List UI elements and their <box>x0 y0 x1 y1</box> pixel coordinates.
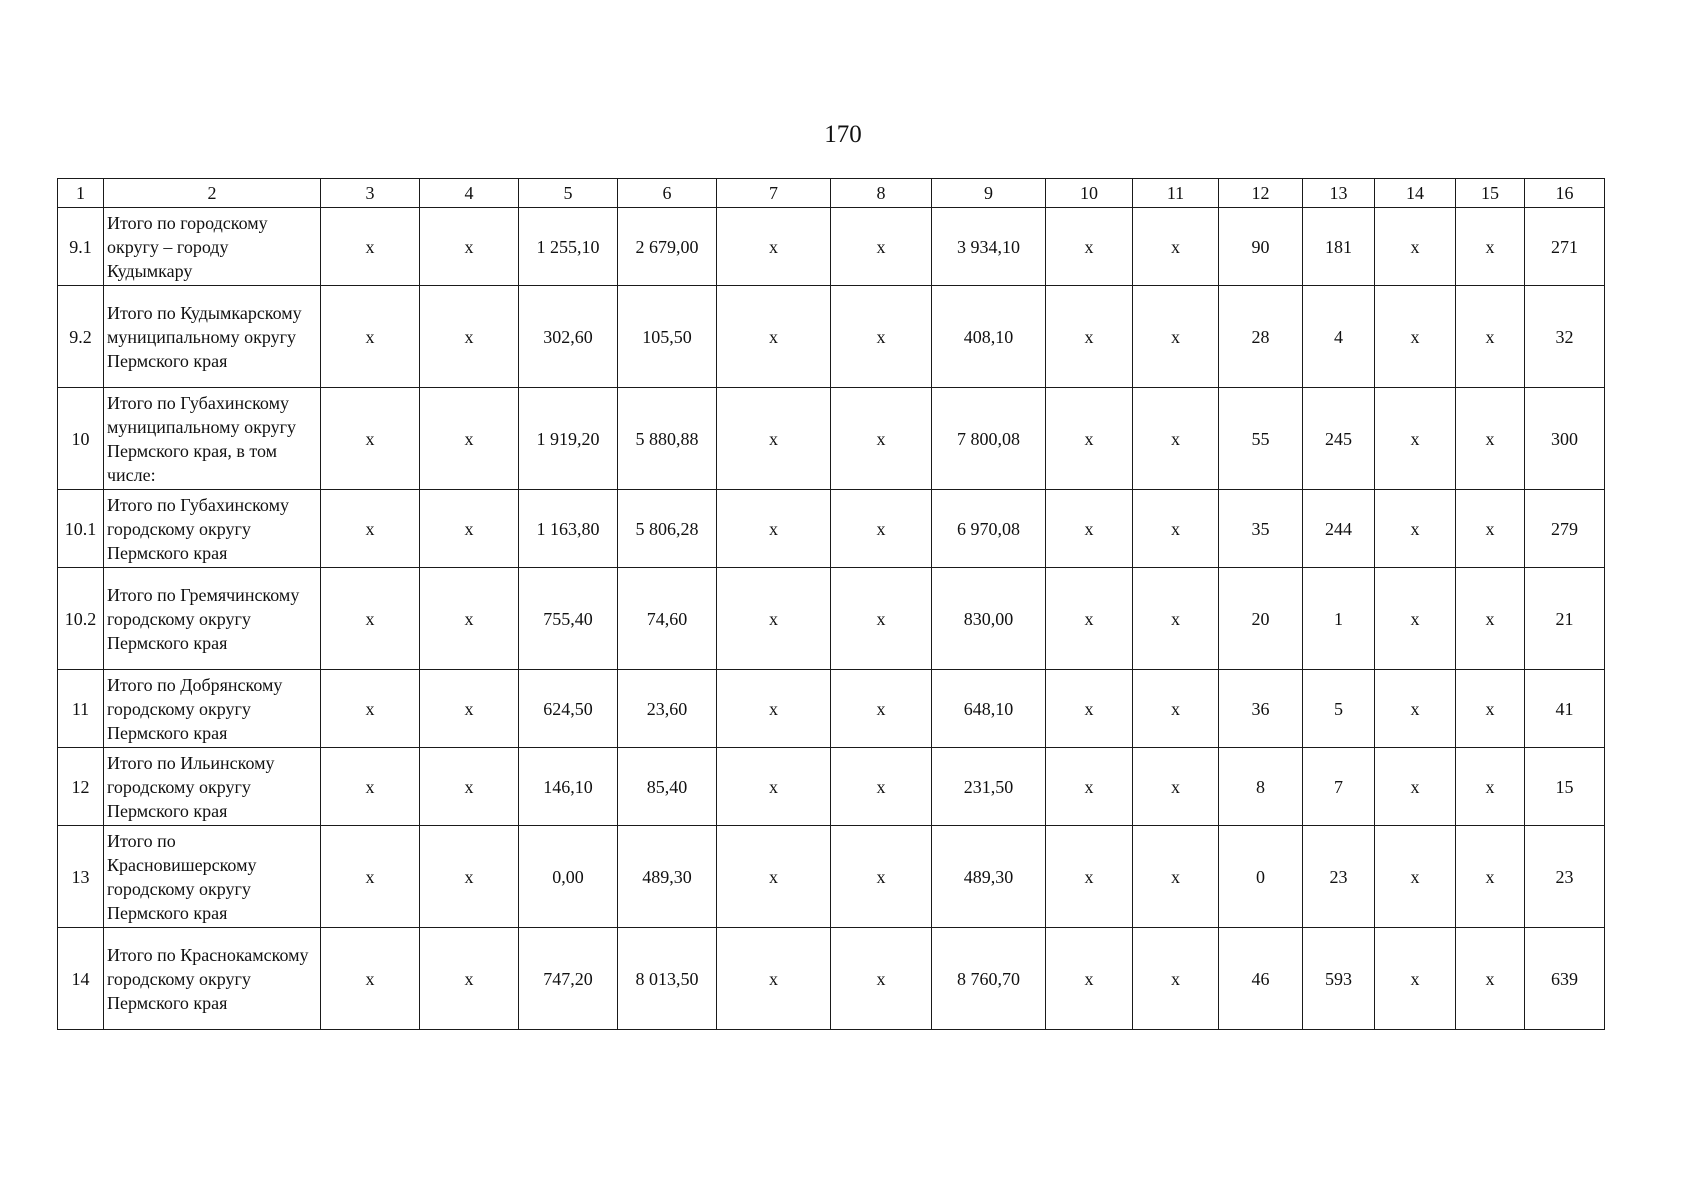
column-header-4: 4 <box>420 179 519 208</box>
cell-col-7: x <box>717 670 831 748</box>
cell-col-7: x <box>717 748 831 826</box>
cell-col-13: 244 <box>1303 490 1375 568</box>
table-row <box>58 208 1605 286</box>
cell-col-4: x <box>420 826 519 928</box>
cell-col-12: 46 <box>1219 928 1303 1030</box>
cell-col-11: x <box>1133 208 1219 286</box>
row-number: 13 <box>58 826 104 928</box>
cell-col-5: 302,60 <box>519 286 618 388</box>
cell-col-16: 639 <box>1525 928 1605 1030</box>
cell-col-8: x <box>831 928 932 1030</box>
cell-col-4: x <box>420 388 519 490</box>
row-number: 10.1 <box>58 490 104 568</box>
cell-col-4: x <box>420 208 519 286</box>
cell-col-12: 20 <box>1219 568 1303 670</box>
cell-col-3: x <box>321 388 420 490</box>
row-number: 11 <box>58 670 104 748</box>
cell-col-16: 271 <box>1525 208 1605 286</box>
cell-col-8: x <box>831 286 932 388</box>
table-row <box>58 748 1605 826</box>
cell-col-5: 747,20 <box>519 928 618 1030</box>
cell-col-11: x <box>1133 826 1219 928</box>
column-header-6: 6 <box>618 179 717 208</box>
cell-col-7: x <box>717 490 831 568</box>
column-header-5: 5 <box>519 179 618 208</box>
cell-col-14: x <box>1375 928 1456 1030</box>
cell-col-6: 85,40 <box>618 748 717 826</box>
cell-col-12: 36 <box>1219 670 1303 748</box>
row-name: Итого по Кудымкарскому муниципальному округу Пермского края <box>104 286 321 388</box>
column-header-1: 1 <box>58 179 104 208</box>
cell-col-3: x <box>321 568 420 670</box>
row-name: Итого по Красновишерскому городскому округу Пермского края <box>104 826 321 928</box>
cell-col-7: x <box>717 826 831 928</box>
cell-col-6: 8 013,50 <box>618 928 717 1030</box>
cell-col-11: x <box>1133 388 1219 490</box>
cell-col-12: 90 <box>1219 208 1303 286</box>
table-row <box>58 568 1605 670</box>
cell-col-6: 105,50 <box>618 286 717 388</box>
cell-col-8: x <box>831 388 932 490</box>
table-row <box>58 928 1605 1030</box>
row-name: Итого по Губахинскому городскому округу Пермского края <box>104 490 321 568</box>
cell-col-6: 23,60 <box>618 670 717 748</box>
cell-col-15: x <box>1456 388 1525 490</box>
cell-col-4: x <box>420 568 519 670</box>
column-header-2: 2 <box>104 179 321 208</box>
cell-col-10: x <box>1046 490 1133 568</box>
cell-col-14: x <box>1375 748 1456 826</box>
column-header-12: 12 <box>1219 179 1303 208</box>
cell-col-4: x <box>420 490 519 568</box>
column-number-row <box>58 179 1605 208</box>
cell-col-3: x <box>321 286 420 388</box>
cell-col-9: 489,30 <box>932 826 1046 928</box>
cell-col-6: 2 679,00 <box>618 208 717 286</box>
column-header-9: 9 <box>932 179 1046 208</box>
cell-col-14: x <box>1375 670 1456 748</box>
table-body <box>58 179 1605 1030</box>
row-number: 10 <box>58 388 104 490</box>
cell-col-15: x <box>1456 748 1525 826</box>
cell-col-6: 5 806,28 <box>618 490 717 568</box>
cell-col-15: x <box>1456 208 1525 286</box>
cell-col-14: x <box>1375 286 1456 388</box>
column-header-11: 11 <box>1133 179 1219 208</box>
cell-col-12: 28 <box>1219 286 1303 388</box>
cell-col-16: 300 <box>1525 388 1605 490</box>
cell-col-11: x <box>1133 286 1219 388</box>
row-name: Итого по Гремячинскому городскому округу Пермского края <box>104 568 321 670</box>
cell-col-10: x <box>1046 388 1133 490</box>
cell-col-14: x <box>1375 208 1456 286</box>
cell-col-12: 8 <box>1219 748 1303 826</box>
cell-col-8: x <box>831 568 932 670</box>
cell-col-15: x <box>1456 286 1525 388</box>
table-row <box>58 826 1605 928</box>
row-name: Итого по Ильинскому городскому округу Пермского края <box>104 748 321 826</box>
cell-col-13: 245 <box>1303 388 1375 490</box>
row-name: Итого по городскому округу – городу Кудымкару <box>104 208 321 286</box>
page-number: 170 <box>824 121 862 148</box>
cell-col-7: x <box>717 286 831 388</box>
row-name: Итого по Добрянскому городскому округу Пермского края <box>104 670 321 748</box>
cell-col-3: x <box>321 928 420 1030</box>
cell-col-9: 231,50 <box>932 748 1046 826</box>
cell-col-5: 755,40 <box>519 568 618 670</box>
cell-col-15: x <box>1456 490 1525 568</box>
cell-col-8: x <box>831 748 932 826</box>
cell-col-10: x <box>1046 568 1133 670</box>
cell-col-13: 1 <box>1303 568 1375 670</box>
table-row <box>58 286 1605 388</box>
cell-col-13: 4 <box>1303 286 1375 388</box>
cell-col-8: x <box>831 490 932 568</box>
cell-col-16: 21 <box>1525 568 1605 670</box>
cell-col-10: x <box>1046 826 1133 928</box>
cell-col-10: x <box>1046 748 1133 826</box>
cell-col-6: 489,30 <box>618 826 717 928</box>
cell-col-5: 624,50 <box>519 670 618 748</box>
cell-col-5: 1 255,10 <box>519 208 618 286</box>
row-number: 9.2 <box>58 286 104 388</box>
cell-col-13: 593 <box>1303 928 1375 1030</box>
cell-col-7: x <box>717 388 831 490</box>
row-name: Итого по Краснокамскому городскому округу Пермского края <box>104 928 321 1030</box>
cell-col-10: x <box>1046 208 1133 286</box>
cell-col-14: x <box>1375 826 1456 928</box>
cell-col-11: x <box>1133 490 1219 568</box>
cell-col-9: 648,10 <box>932 670 1046 748</box>
cell-col-12: 55 <box>1219 388 1303 490</box>
cell-col-11: x <box>1133 748 1219 826</box>
cell-col-5: 0,00 <box>519 826 618 928</box>
cell-col-8: x <box>831 826 932 928</box>
cell-col-3: x <box>321 670 420 748</box>
cell-col-4: x <box>420 286 519 388</box>
cell-col-16: 41 <box>1525 670 1605 748</box>
cell-col-14: x <box>1375 490 1456 568</box>
cell-col-16: 279 <box>1525 490 1605 568</box>
table-row <box>58 670 1605 748</box>
cell-col-7: x <box>717 568 831 670</box>
table-row <box>58 490 1605 568</box>
cell-col-6: 5 880,88 <box>618 388 717 490</box>
report-table <box>57 178 1605 1030</box>
cell-col-10: x <box>1046 670 1133 748</box>
cell-col-5: 1 919,20 <box>519 388 618 490</box>
cell-col-9: 408,10 <box>932 286 1046 388</box>
cell-col-4: x <box>420 748 519 826</box>
cell-col-3: x <box>321 826 420 928</box>
cell-col-12: 35 <box>1219 490 1303 568</box>
cell-col-13: 5 <box>1303 670 1375 748</box>
cell-col-9: 830,00 <box>932 568 1046 670</box>
column-header-7: 7 <box>717 179 831 208</box>
cell-col-16: 23 <box>1525 826 1605 928</box>
cell-col-14: x <box>1375 388 1456 490</box>
cell-col-3: x <box>321 490 420 568</box>
column-header-16: 16 <box>1525 179 1605 208</box>
row-number: 12 <box>58 748 104 826</box>
cell-col-15: x <box>1456 928 1525 1030</box>
row-number: 9.1 <box>58 208 104 286</box>
cell-col-9: 7 800,08 <box>932 388 1046 490</box>
cell-col-11: x <box>1133 670 1219 748</box>
column-header-3: 3 <box>321 179 420 208</box>
column-header-8: 8 <box>831 179 932 208</box>
cell-col-8: x <box>831 670 932 748</box>
cell-col-3: x <box>321 748 420 826</box>
column-header-13: 13 <box>1303 179 1375 208</box>
cell-col-8: x <box>831 208 932 286</box>
cell-col-15: x <box>1456 568 1525 670</box>
cell-col-5: 146,10 <box>519 748 618 826</box>
row-number: 10.2 <box>58 568 104 670</box>
cell-col-13: 7 <box>1303 748 1375 826</box>
cell-col-9: 6 970,08 <box>932 490 1046 568</box>
cell-col-5: 1 163,80 <box>519 490 618 568</box>
cell-col-6: 74,60 <box>618 568 717 670</box>
cell-col-10: x <box>1046 928 1133 1030</box>
column-header-15: 15 <box>1456 179 1525 208</box>
column-header-10: 10 <box>1046 179 1133 208</box>
cell-col-9: 8 760,70 <box>932 928 1046 1030</box>
cell-col-16: 32 <box>1525 286 1605 388</box>
column-header-14: 14 <box>1375 179 1456 208</box>
cell-col-9: 3 934,10 <box>932 208 1046 286</box>
cell-col-7: x <box>717 928 831 1030</box>
cell-col-4: x <box>420 670 519 748</box>
cell-col-13: 181 <box>1303 208 1375 286</box>
cell-col-11: x <box>1133 928 1219 1030</box>
row-number: 14 <box>58 928 104 1030</box>
cell-col-11: x <box>1133 568 1219 670</box>
cell-col-3: x <box>321 208 420 286</box>
row-name: Итого по Губахинскому муниципальному округу Пермского края, в том числе: <box>104 388 321 490</box>
cell-col-16: 15 <box>1525 748 1605 826</box>
cell-col-4: x <box>420 928 519 1030</box>
cell-col-7: x <box>717 208 831 286</box>
cell-col-14: x <box>1375 568 1456 670</box>
cell-col-15: x <box>1456 826 1525 928</box>
cell-col-15: x <box>1456 670 1525 748</box>
cell-col-10: x <box>1046 286 1133 388</box>
cell-col-12: 0 <box>1219 826 1303 928</box>
table-row <box>58 388 1605 490</box>
cell-col-13: 23 <box>1303 826 1375 928</box>
